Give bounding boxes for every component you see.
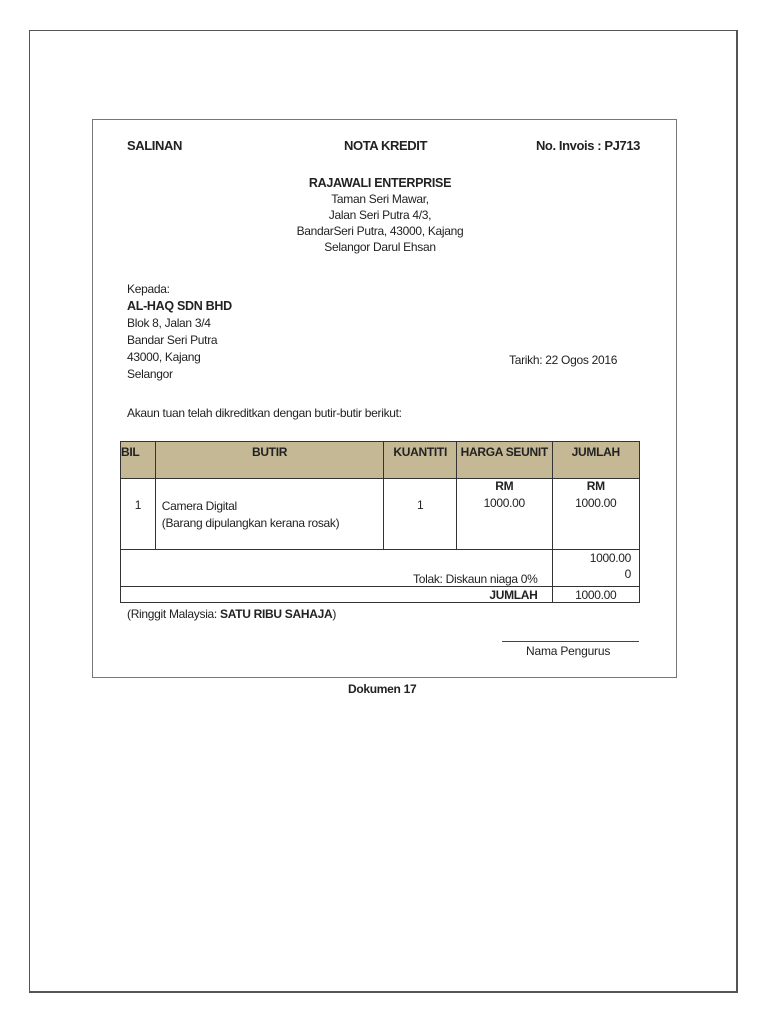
subtotal-value: 1000.00 <box>589 551 631 565</box>
recipient-to-label: Kepada: <box>127 282 170 296</box>
header-harga-seunit: HARGA SEUNIT <box>457 442 553 479</box>
total-value: 1000.00 <box>552 587 639 603</box>
recipient-address-line: Blok 8, Jalan 3/4 <box>127 316 211 330</box>
document-type: NOTA KREDIT <box>344 138 427 153</box>
intro-text: Akaun tuan telah dikreditkan dengan butir-butir berikut: <box>127 406 402 420</box>
company-address-line: Taman Seri Mawar, <box>331 192 429 206</box>
header-bil: BIL <box>121 442 156 479</box>
header-jumlah: JUMLAH <box>552 442 639 479</box>
table-row <box>121 479 640 550</box>
company-address-line: BandarSeri Putra, 43000, Kajang <box>296 224 464 238</box>
invoice-number: No. Invois : PJ713 <box>535 138 640 153</box>
recipient-address-line: 43000, Kajang <box>127 350 201 364</box>
discount-label: Tolak: Diskaun niaga 0% <box>121 550 553 587</box>
document-footer: Dokumen 17 <box>348 682 417 696</box>
total-row <box>121 587 640 603</box>
recipient-block <box>127 281 232 383</box>
company-name: RAJAWALI ENTERPRISE <box>308 176 452 190</box>
items-table <box>120 441 640 603</box>
header-kuantiti: KUANTITI <box>384 442 457 479</box>
table-header-row <box>121 442 640 479</box>
currency-label: RM <box>495 479 514 493</box>
company-block <box>270 175 490 255</box>
company-address-line: Jalan Seri Putra 4/3, <box>328 208 432 222</box>
amount-in-words: (Ringgit Malaysia: SATU RIBU SAHAJA) <box>127 607 337 621</box>
signature-line <box>502 641 639 642</box>
signature-label: Nama Pengurus <box>526 644 611 658</box>
date-line: Tarikh: 22 Ogos 2016 <box>509 353 618 367</box>
copy-label: SALINAN <box>127 138 182 153</box>
recipient-address-line: Selangor <box>127 367 173 381</box>
discount-value: 0 <box>624 567 631 581</box>
cell-butir <box>155 479 384 550</box>
cell-bil: 1 <box>121 479 156 550</box>
amount-words-value: SATU RIBU SAHAJA <box>220 607 333 621</box>
item-note: (Barang dipulangkan kerana rosak) <box>161 516 340 530</box>
subtotal-cell <box>552 550 639 587</box>
cell-harga-seunit: RM 1000.00 <box>457 479 553 550</box>
currency-label: RM <box>586 479 605 493</box>
recipient-address-line: Bandar Seri Putra <box>127 333 218 347</box>
cell-jumlah: RM 1000.00 <box>552 479 639 550</box>
total-label: JUMLAH <box>457 587 553 603</box>
company-address-line: Selangor Darul Ehsan <box>324 240 436 254</box>
item-name: Camera Digital <box>161 499 237 513</box>
subtotal-row <box>121 550 640 587</box>
cell-kuantiti: 1 <box>384 479 457 550</box>
recipient-name: AL-HAQ SDN BHD <box>127 299 232 313</box>
header-butir: BUTIR <box>155 442 384 479</box>
